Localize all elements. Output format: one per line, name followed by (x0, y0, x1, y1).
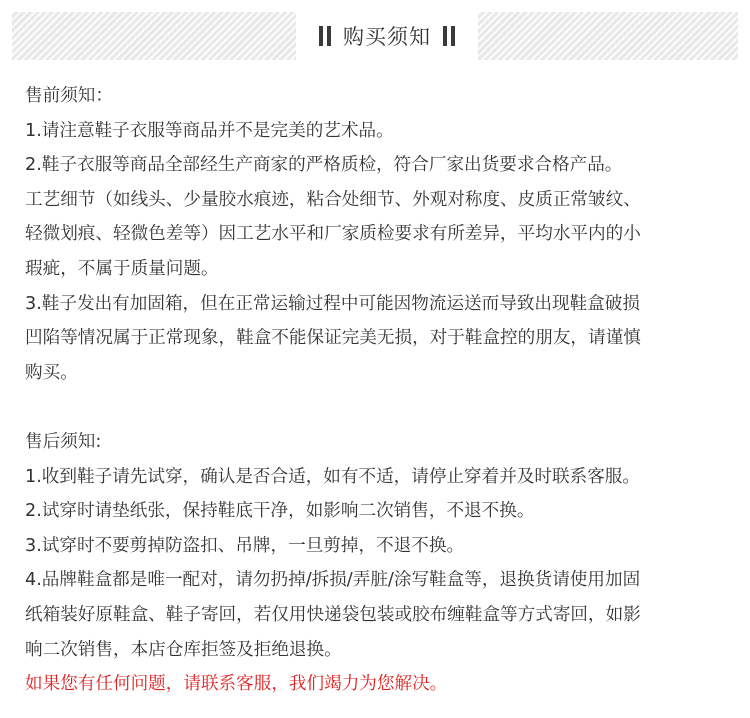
pre-sale-heading: 售前须知： (25, 86, 113, 106)
left-double-bar-icon (319, 26, 331, 46)
page-title: 购买须知 (343, 25, 431, 49)
pre-sale-line: 轻微划痕、轻微色差等）因工艺水平和厂家质检要求有所差异，平均水平内的小 (25, 224, 641, 245)
contact-notice: 如果您有任何问题，请联系客服，我们竭力为您解决。 (25, 674, 448, 695)
pre-sale-line: 凹陷等情况属于正常现象，鞋盒不能保证完美无损，对于鞋盒控的朋友，请谨慎 (25, 328, 641, 349)
section-spacer (25, 390, 733, 425)
after-sale-line: 2.试穿时请垫纸张，保持鞋底干净，如影响二次销售，不退不换。 (25, 501, 535, 522)
header-banner (12, 12, 738, 60)
pre-sale-line: 1.请注意鞋子衣服等商品并不是完美的艺术品。 (25, 120, 394, 141)
pre-sale-line: 2.鞋子衣服等商品全部经生产商家的严格质检，符合厂家出货要求合格产品。 (25, 155, 623, 176)
header-title-box (296, 12, 478, 60)
after-sale-line: 纸箱装好原鞋盒、鞋子寄回，若仅用快递袋包装或胶布缠鞋盒等方式寄回，如影 (25, 604, 641, 625)
after-sale-line: 3.试穿时不要剪掉防盗扣、吊牌，一旦剪掉，不退不换。 (25, 535, 465, 556)
pre-sale-line: 3.鞋子发出有加固箱，但在正常运输过程中可能因物流运送而导致出现鞋盒破损 (25, 293, 640, 314)
right-double-bar-icon (443, 26, 455, 46)
after-sale-heading: 售后须知: (25, 431, 102, 452)
pre-sale-line: 工艺细节（如线头、少量胶水痕迹，粘合处细节、外观对称度、皮质正常皱纹、 (25, 189, 641, 210)
notice-content (25, 79, 733, 702)
after-sale-line: 响二次销售，本店仓库拒签及拒绝退换。 (25, 639, 342, 660)
pre-sale-line: 瑕疵，不属于质量问题。 (25, 258, 219, 279)
pre-sale-line: 购买。 (25, 362, 78, 383)
after-sale-line: 1.收到鞋子请先试穿，确认是否合适，如有不适，请停止穿着并及时联系客服。 (25, 466, 640, 487)
after-sale-line: 4.品牌鞋盒都是唯一配对，请勿扔掉/拆损/弄脏/涂写鞋盒等，退换货请使用加固 (25, 570, 641, 591)
